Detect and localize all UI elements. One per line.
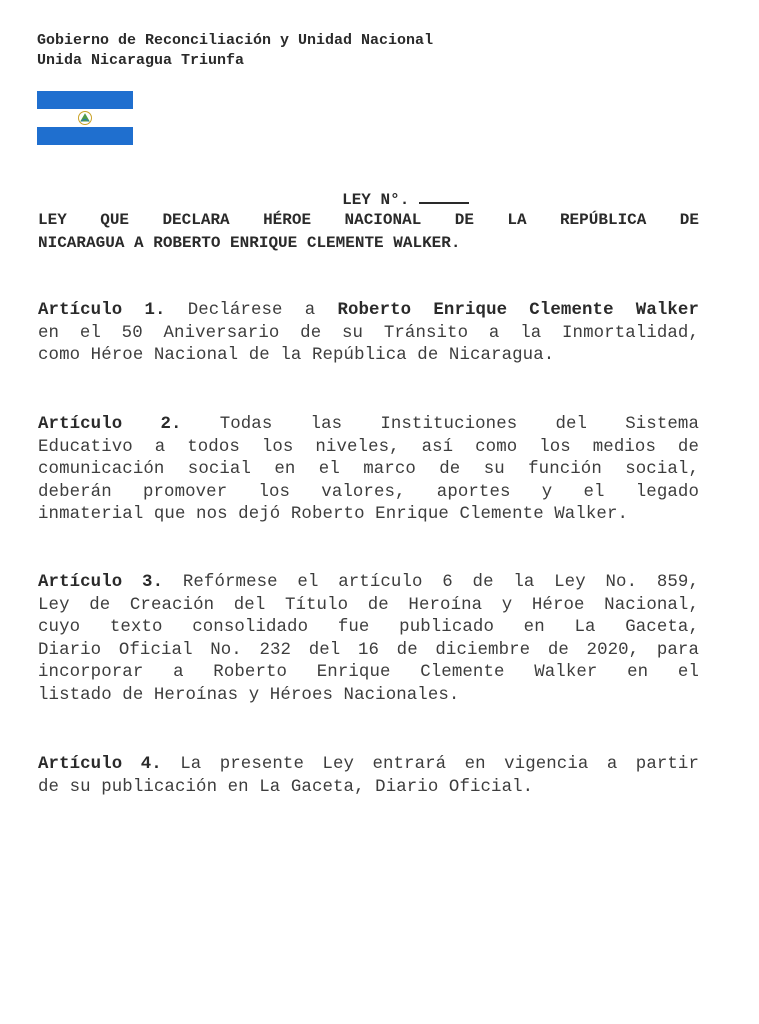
nicaragua-flag-icon: [37, 91, 133, 145]
article-1-intro: Declárese a: [165, 301, 338, 320]
article-4-label: Artículo 4.: [38, 755, 162, 774]
article-3-line-3: cuyo texto consolidado fue publicado en La Gaceta,: [38, 618, 699, 638]
government-name: Gobierno de Reconciliación y Unidad Nacional: [37, 32, 434, 49]
flag-bottom-stripe: [37, 127, 133, 145]
law-number-label: LEY N°.: [342, 191, 419, 209]
article-4-line-2: de su publicación en La Gaceta, Diario Oficial.: [38, 777, 534, 797]
article-3-line-1: [38, 572, 699, 595]
article-2-line-5: inmaterial que nos dejó Roberto Enrique Clemente Walker.: [38, 505, 629, 525]
article-3-line-1-text: Refórmese el artículo 6 de la Ley No. 859,: [163, 573, 699, 592]
article-3-label: Artículo 3.: [38, 573, 164, 592]
article-2-line-3: comunicación social en el marco de su función social,: [38, 460, 699, 480]
article-1-label: Artículo 1.: [38, 301, 166, 320]
article-4-line-1: [38, 754, 699, 777]
article-2-line-1: [38, 414, 699, 437]
article-2-line-1-text: Todas las Instituciones del Sistema: [181, 415, 699, 434]
law-title: [38, 209, 699, 255]
article-3-line-4: Diario Oficial No. 232 del 16 de diciembre de 2020, para: [38, 640, 699, 660]
law-number: [0, 186, 759, 211]
article-3-line-5: incorporar a Roberto Enrique Clemente Walker en el: [38, 663, 699, 683]
article-2-label: Artículo 2.: [38, 415, 182, 434]
article-2-line-4: deberán promover los valores, aportes y el legado: [38, 482, 699, 502]
article-2-line-2: Educativo a todos los niveles, así como los medios de: [38, 437, 699, 457]
article-4: [38, 754, 699, 799]
article-4-line-1-text: La presente Ley entrará en vigencia a partir: [161, 755, 700, 774]
article-1-line-3: como Héroe Nacional de la República de Nicaragua.: [38, 346, 555, 366]
law-title-line-2: NICARAGUA A ROBERTO ENRIQUE CLEMENTE WALKER.: [38, 234, 461, 252]
article-1: [38, 300, 699, 368]
document-header: [37, 31, 433, 71]
article-1-line-1: [38, 300, 699, 323]
article-3-line-2: Ley de Creación del Título de Heroína y Héroe Nacional,: [38, 595, 699, 615]
article-2: [38, 414, 699, 527]
article-1-hero-name: Roberto Enrique Clemente Walker: [337, 301, 699, 320]
flag-top-stripe: [37, 91, 133, 109]
article-1-line-2: en el 50 Aniversario de su Tránsito a la Inmortalidad,: [38, 323, 699, 343]
article-3: [38, 572, 699, 708]
article-3-line-6: listado de Heroínas y Héroes Nacionales.: [38, 685, 460, 705]
law-number-blank: [419, 186, 469, 204]
government-slogan: Unida Nicaragua Triunfa: [37, 52, 245, 69]
law-title-line-1: LEY QUE DECLARA HÉROE NACIONAL DE LA REPÚBLICA DE: [38, 211, 699, 229]
